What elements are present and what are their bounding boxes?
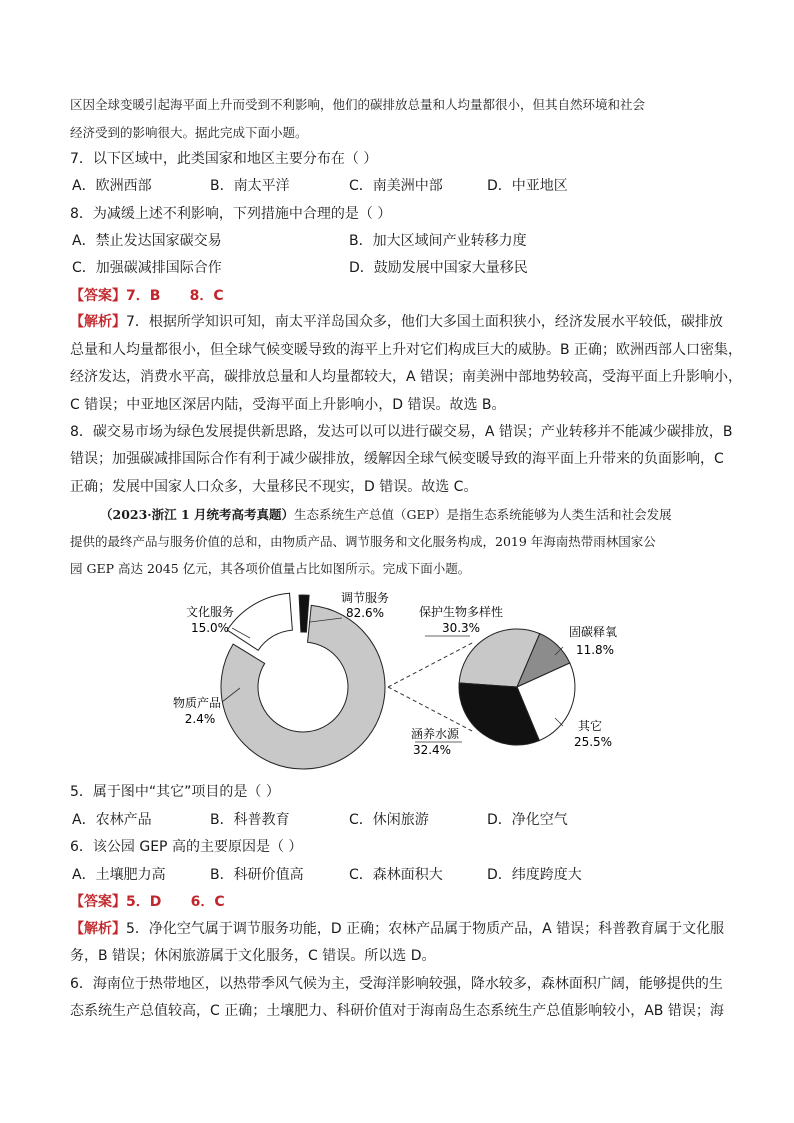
explanation-line: 态系统生产总值较高，C 正确；土壤肥力、科研价值对于海南岛生态系统生产总值影响较小，AB 错误；海 bbox=[70, 1003, 724, 1019]
q5-option-d: D．净化空气 bbox=[487, 812, 568, 828]
q8-option-c: C．加强碳减排国际合作 bbox=[72, 260, 222, 276]
intro-line: 区因全球变暖引起海平面上升而受到不利影响，他们的碳排放总量和人均量都很小，但其自然环境和社会 bbox=[70, 97, 646, 112]
chart-label-qita: 其它 bbox=[577, 719, 603, 733]
q8-option-d: D．鼓励发展中国家大量移民 bbox=[349, 260, 528, 276]
q6-option-d: D．纬度跨度大 bbox=[487, 867, 582, 883]
analysis-label: 【解析】 bbox=[70, 314, 126, 330]
intro2-line: 园 GEP 高达 2045 亿元，其各项价值量占比如图所示。完成下面小题。 bbox=[70, 561, 471, 576]
chart-label-wenhua: 文化服务 bbox=[185, 605, 235, 619]
chart-value-shengwu: 30.3% bbox=[441, 621, 481, 635]
donut-slice-3 bbox=[299, 595, 309, 632]
answer-line bbox=[70, 287, 224, 305]
explanation-line: C 错误；中亚地区深居内陆，受海平面上升影响小，D 错误。故选 B。 bbox=[70, 397, 506, 413]
answer-text: 7．B 8．C bbox=[126, 288, 224, 304]
gep-chart bbox=[0, 580, 794, 780]
q6-option-b: B．科研价值高 bbox=[210, 867, 304, 883]
q7-option-d: D．中亚地区 bbox=[487, 178, 568, 194]
donut-slice-2 bbox=[227, 593, 292, 650]
question-5-stem: 5．属于图中“其它”项目的是（ ） bbox=[70, 784, 280, 800]
q7-option-a: A．欧洲西部 bbox=[72, 178, 152, 194]
q8-option-b: B．加大区域间产业转移力度 bbox=[349, 233, 527, 249]
explanation-line bbox=[70, 313, 723, 331]
analysis-label: 【解析】 bbox=[70, 921, 126, 937]
chart-label-hanyang: 涵养水源 bbox=[410, 727, 460, 741]
answer-line bbox=[70, 893, 225, 911]
explanation-line: 8．碳交易市场为绿色发展提供新思路，发达可以可以进行碳交易，A 错误；产业转移并不能减少碳排放，B bbox=[70, 424, 733, 440]
explanation-line: 务，B 错误；休闲旅游属于文化服务，C 错误。所以选 D。 bbox=[70, 948, 436, 964]
q6-option-c: C．森林面积大 bbox=[349, 867, 443, 883]
answer-text: 5．D 6．C bbox=[126, 894, 225, 910]
q7-option-c: C．南美洲中部 bbox=[349, 178, 443, 194]
question-6-stem: 6．该公园 GEP 高的主要原因是（ ） bbox=[70, 839, 303, 855]
q7-option-b: B．南太平洋 bbox=[210, 178, 290, 194]
q5-option-b: B．科普教育 bbox=[210, 812, 290, 828]
source-tag: （2023·浙江 1 月统考高考真题） bbox=[100, 507, 295, 522]
answer-label: 【答案】 bbox=[70, 894, 126, 910]
explanation-line: 6．海南位于热带地区，以热带季风气候为主，受海洋影响较强，降水较多，森林面积广阔，能够提供的生 bbox=[70, 976, 723, 992]
chart-label-tiaojie: 调节服务 bbox=[340, 591, 390, 605]
q5-option-a: A．农林产品 bbox=[72, 812, 152, 828]
chart-label-shengwu: 保护生物多样性 bbox=[418, 605, 504, 619]
intro-line: 经济受到的影响很大。据此完成下面小题。 bbox=[70, 125, 308, 140]
chart-value-qita: 25.5% bbox=[573, 735, 613, 749]
explanation-text: 5．净化空气属于调节服务功能，D 正确；农林产品属于物质产品，A 错误；科普教育属于文化服 bbox=[126, 921, 725, 937]
question-7-stem: 7．以下区域中，此类国家和地区主要分布在（ ） bbox=[70, 151, 378, 167]
q5-option-c: C．休闲旅游 bbox=[349, 812, 429, 828]
explanation-line: 正确；发展中国家人口众多，大量移民不现实，D 错误。故选 C。 bbox=[70, 479, 478, 495]
explanation-line: 错误；加强碳减排国际合作有利于减少碳排放，缓解因全球气候变暖导致的海平面上升带来的负面影响，C bbox=[70, 451, 724, 467]
intro2-text: 生态系统生产总值（GEP）是指生态系统能够为人类生活和社会发展 bbox=[294, 507, 672, 522]
chart-label-wuzhi: 物质产品 bbox=[172, 696, 222, 710]
chart-value-wenhua: 15.0% bbox=[190, 621, 230, 635]
chart-value-tiaojie: 82.6% bbox=[345, 606, 385, 620]
intro2-line bbox=[100, 506, 672, 524]
q8-option-a: A．禁止发达国家碳交易 bbox=[72, 233, 222, 249]
chart-value-hanyang: 32.4% bbox=[412, 743, 452, 757]
question-8-stem: 8．为减缓上述不利影响，下列措施中合理的是（ ） bbox=[70, 206, 392, 222]
explanation-text: 7．根据所学知识可知，南太平洋岛国众多，他们大多国土面积狭小，经济发展水平较低，碳排放 bbox=[126, 314, 723, 330]
explanation-line: 总量和人均量都很小，但全球气候变暖导致的海平上升对它们构成巨大的威胁。B 正确；欧洲西部人口密集， bbox=[70, 342, 743, 358]
explanation-line: 经济发达，消费水平高，碳排放总量和人均量都较大，A 错误；南美洲中部地势较高，受海平面上升影响小， bbox=[70, 369, 743, 385]
answer-label: 【答案】 bbox=[70, 288, 126, 304]
q6-option-a: A．土壤肥力高 bbox=[72, 867, 166, 883]
explanation-line bbox=[70, 920, 724, 938]
chart-value-wuzhi: 2.4% bbox=[184, 712, 216, 726]
chart-label-gutan: 固碳释氧 bbox=[568, 625, 618, 639]
intro2-line: 提供的最终产品与服务价值的总和，由物质产品、调节服务和文化服务构成，2019 年海南热带雨林国家公 bbox=[70, 534, 656, 549]
chart-value-gutan: 11.8% bbox=[575, 643, 615, 657]
